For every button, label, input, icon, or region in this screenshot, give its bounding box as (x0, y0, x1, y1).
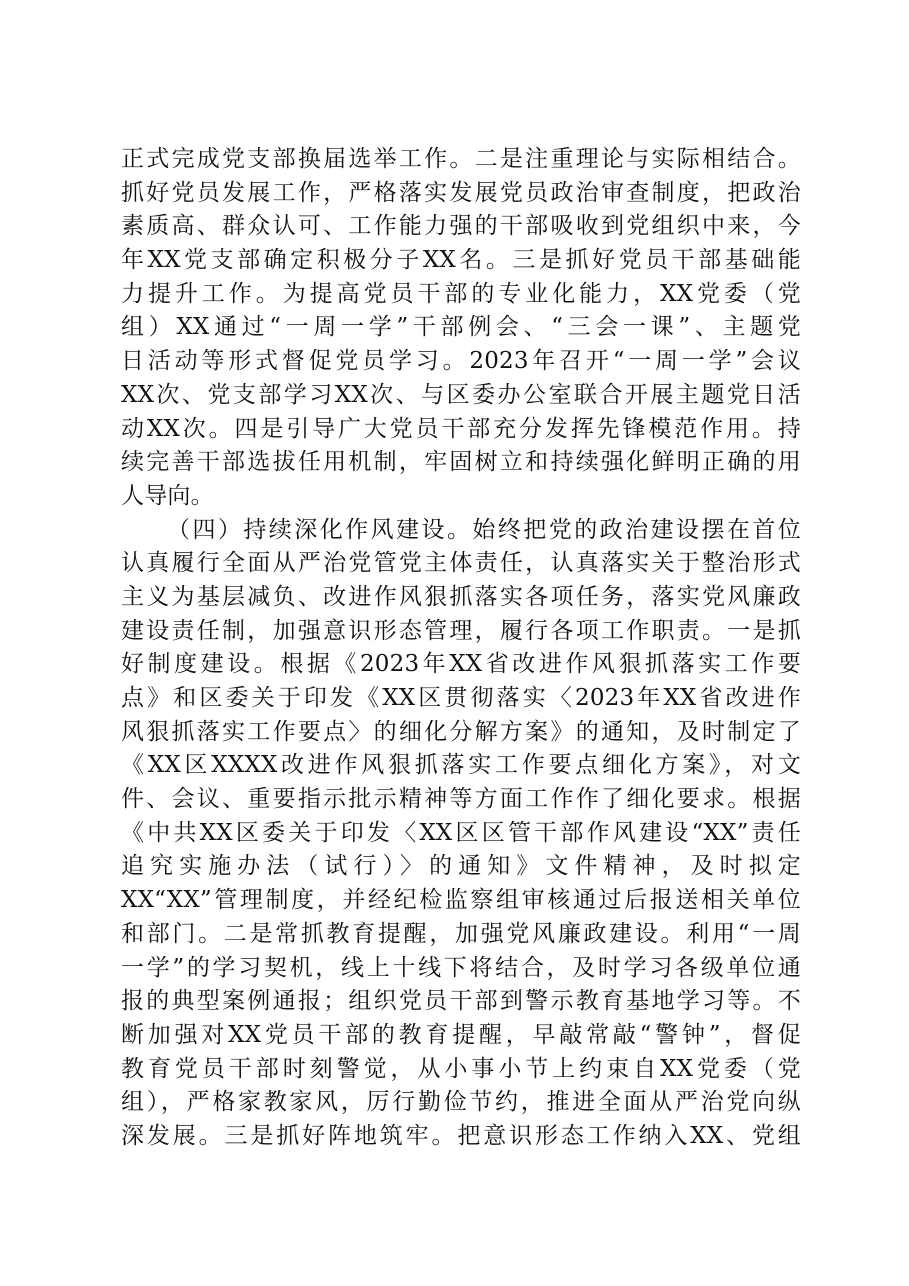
text-line: 点》和区委关于印发《XX区贯彻落实〈2023年XX省改进作 (121, 685, 801, 711)
text-line: 续完善干部选拔任用机制，牢固树立和持续强化鲜明正确的用 (121, 449, 801, 476)
text-line: 好制度建设。根据《2023年XX省改进作风狠抓落实工作要 (121, 651, 801, 678)
text-line: 风狠抓落实工作要点〉的细化分解方案》的通知，及时制定了 (121, 718, 801, 745)
text-line: 人导向。 (121, 482, 214, 509)
text-line: 件、会议、重要指示批示精神等方面工作作了细化要求。根据 (121, 786, 801, 813)
text-line: 建设责任制，加强意识形态管理，履行各项工作职责。一是抓 (121, 617, 801, 644)
text-line: 《中共XX区委关于印发〈XX区区管干部作风建设“XX”责任 (121, 819, 801, 846)
text-line: 组）XX通过“一周一学”干部例会、“三会一课”、主题党 (121, 314, 801, 341)
text-line: 抓好党员发展工作，严格落实发展党员政治审查制度，把政治 (121, 179, 801, 206)
text-line: 追究实施办法（试行）〉的通知》文件精神，及时拟定 (121, 853, 801, 880)
text-line: 动XX次。四是引导广大党员干部充分发挥先锋模范作用。持 (121, 415, 801, 442)
text-line: 正式完成党支部换届选举工作。二是注重理论与实际相结合。 (121, 146, 801, 172)
text-line: 断加强对XX党员干部的教育提醒，早敲常敲“警钟”，督促 (121, 1021, 801, 1048)
text-line: 深发展。三是抓好阵地筑牢。把意识形态工作纳入XX、党组 (121, 1122, 801, 1149)
text-line: XX次、党支部学习XX次、与区委办公室联合开展主题党日活 (121, 381, 801, 408)
document-body (121, 143, 801, 1154)
text-line: 力提升工作。为提高党员干部的专业化能力，XX党委（党 (121, 280, 801, 307)
text-line: 主义为基层减负、改进作风狠抓落实各项任务，落实党风廉政 (121, 583, 801, 610)
text-line: XX“XX”管理制度，并经纪检监察组审核通过后报送相关单位 (121, 887, 801, 914)
text-line: 《XX区XXXX改进作风狠抓落实工作要点细化方案》，对文 (121, 752, 801, 779)
text-line: 认真履行全面从严治党管党主体责任，认真落实关于整治形式 (121, 550, 801, 577)
text-line: 年XX党支部确定积极分子XX名。三是抓好党员干部基础能 (121, 247, 801, 274)
text-line: 报的典型案例通报；组织党员干部到警示教育基地学习等。不 (121, 988, 801, 1015)
text-line: 一学”的学习契机，线上十线下将结合，及时学习各级单位通 (121, 954, 801, 981)
text-line: 日活动等形式督促党员学习。2023年召开“一周一学”会议 (121, 348, 801, 375)
section-heading-line: （四）持续深化作风建设。始终把党的政治建设摆在首位 (167, 516, 801, 543)
text-line: 素质高、群众认可、工作能力强的干部吸收到党组织中来，今 (121, 213, 801, 240)
text-line: 和部门。二是常抓教育提醒，加强党风廉政建设。利用“一周 (121, 920, 801, 947)
text-line: 教育党员干部时刻警觉，从小事小节上约束自XX党委（党 (121, 1055, 801, 1082)
text-line: 组），严格家教家风，厉行勤俭节约，推进全面从严治党向纵 (121, 1089, 801, 1116)
